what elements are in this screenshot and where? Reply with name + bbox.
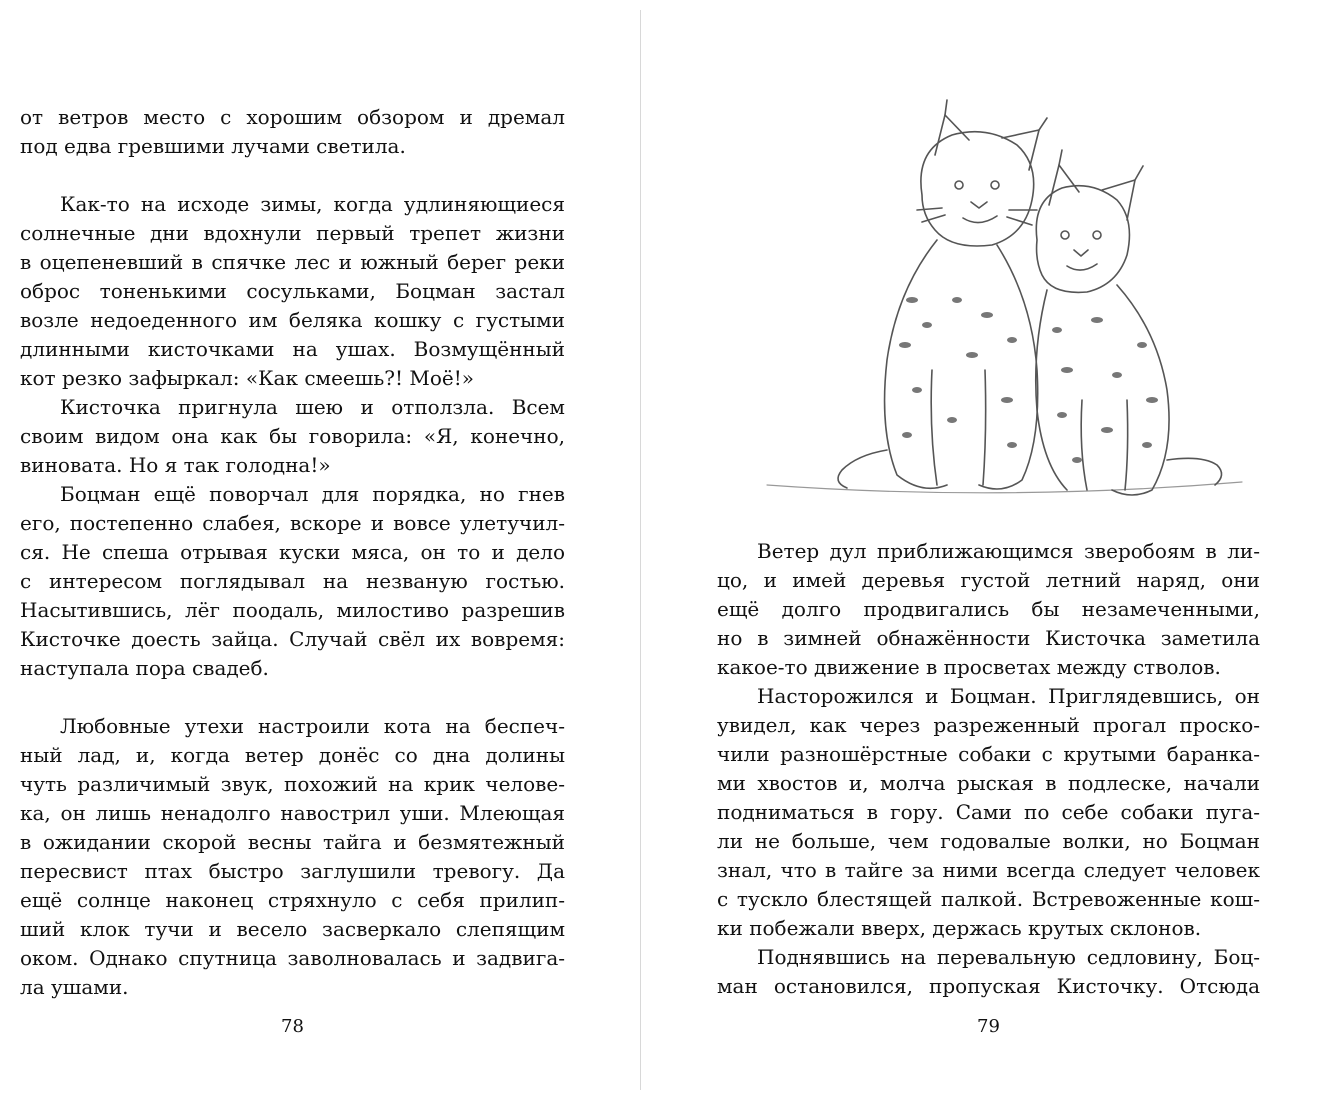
lynx-drawing <box>747 70 1257 530</box>
paragraph-3 <box>20 712 565 1002</box>
text-line: оброс тоненькими сосульками, Боцман застал <box>20 279 565 303</box>
page-number: 79 <box>977 1016 1000 1037</box>
text-line: кот резко зафыркал: «Как смеешь?! Моё!» <box>20 366 474 390</box>
text-line: в ожидании скорой весны тайга и безмятежный <box>20 830 565 854</box>
text-line: ся. Не спеша отрывая куски мяса, он то и дело <box>20 540 565 564</box>
paragraph-2 <box>20 190 565 683</box>
text-line: ми хвостов и, молча рыская в подлеске, начали <box>717 771 1260 795</box>
text-line: Как-то на исходе зимы, когда удлиняющиеся <box>60 192 565 216</box>
text-line: ла ушами. <box>20 975 129 999</box>
text-line: ещё долго продвигались бы незамеченными, <box>717 597 1260 621</box>
text-line: пересвист птах быстро заглушили тревогу. Да <box>20 859 565 883</box>
text-line: в оцепеневший в спячке лес и южный берег реки <box>20 250 565 274</box>
text-line: ный лад, и, когда ветер донёс со дна долины <box>20 743 565 767</box>
text-line: ли не больше, чем годовалые волки, но Боцман <box>717 829 1260 853</box>
text-line: ший клок тучи и весело засверкало слепящим <box>20 917 565 941</box>
paragraph-1 <box>20 103 565 161</box>
text-line: от ветров место с хорошим обзором и дремал <box>20 105 565 129</box>
text-line: какое-то движение в просветах между стволов. <box>717 655 1221 679</box>
text-line: увидел, как через разреженный прогал проско- <box>717 713 1260 737</box>
text-line: ка, он лишь ненадолго навострил уши. Млеющая <box>20 801 565 825</box>
text-line: оком. Однако спутница заволновалась и задвига- <box>20 946 565 970</box>
page-number: 78 <box>281 1016 304 1037</box>
text-line: ки побежали вверх, держась крутых склонов. <box>717 916 1202 940</box>
text-line: подниматься в гору. Сами по себе собаки пуга- <box>717 800 1260 824</box>
text-line: Боцман ещё поворчал для порядка, но гнев <box>60 482 565 506</box>
page-gutter <box>640 10 641 1090</box>
text-line: с интересом поглядывал на незваную гостью. <box>20 569 565 593</box>
text-line: его, постепенно слабея, вскоре и вовсе улетучил- <box>20 511 565 535</box>
text-line: чуть различимый звук, похожий на крик челове- <box>20 772 565 796</box>
text-line: Любовные утехи настроили кота на беспеч- <box>60 714 565 738</box>
text-line: длинными кисточками на ушах. Возмущённый <box>20 337 565 361</box>
text-line: Насторожился и Боцман. Приглядевшись, он <box>757 684 1260 708</box>
text-line: солнечные дни вдохнули первый трепет жизни <box>20 221 565 245</box>
text-line: ещё солнце наконец стряхнуло с себя прилип- <box>20 888 565 912</box>
text-line: Поднявшись на перевальную седловину, Боц- <box>757 945 1260 969</box>
text-line: возле недоеденного им беляка кошку с густыми <box>20 308 565 332</box>
text-line: своим видом она как бы говорила: «Я, конечно, <box>20 424 565 448</box>
text-line: но в зимней обнажённости Кисточка заметила <box>717 626 1260 650</box>
text-line: Кисточке доесть зайца. Случай свёл их вовремя: <box>20 627 565 651</box>
text-line: Насытившись, лёг поодаль, милостиво разрешив <box>20 598 565 622</box>
text-line: с тускло блестящей палкой. Встревоженные кош- <box>717 887 1260 911</box>
text-line: ман остановился, пропуская Кисточку. Отсюда <box>717 974 1260 998</box>
text-line: знал, что в тайге за ними всегда следует человек <box>717 858 1260 882</box>
two-lynxes-illustration <box>747 70 1257 530</box>
text-line: наступала пора свадеб. <box>20 656 269 680</box>
text-line: чили разношёрстные собаки с крутыми баранка- <box>717 742 1260 766</box>
text-line: цо, и имей деревья густой летний наряд, они <box>717 568 1260 592</box>
text-line: Кисточка пригнула шею и отползла. Всем <box>60 395 565 419</box>
text-line: Ветер дул приближающимся зверобоям в ли- <box>757 539 1260 563</box>
text-line: виновата. Но я так голодна!» <box>20 453 331 477</box>
right-page-text <box>717 537 1260 1001</box>
text-line: под едва гревшими лучами светила. <box>20 134 406 158</box>
